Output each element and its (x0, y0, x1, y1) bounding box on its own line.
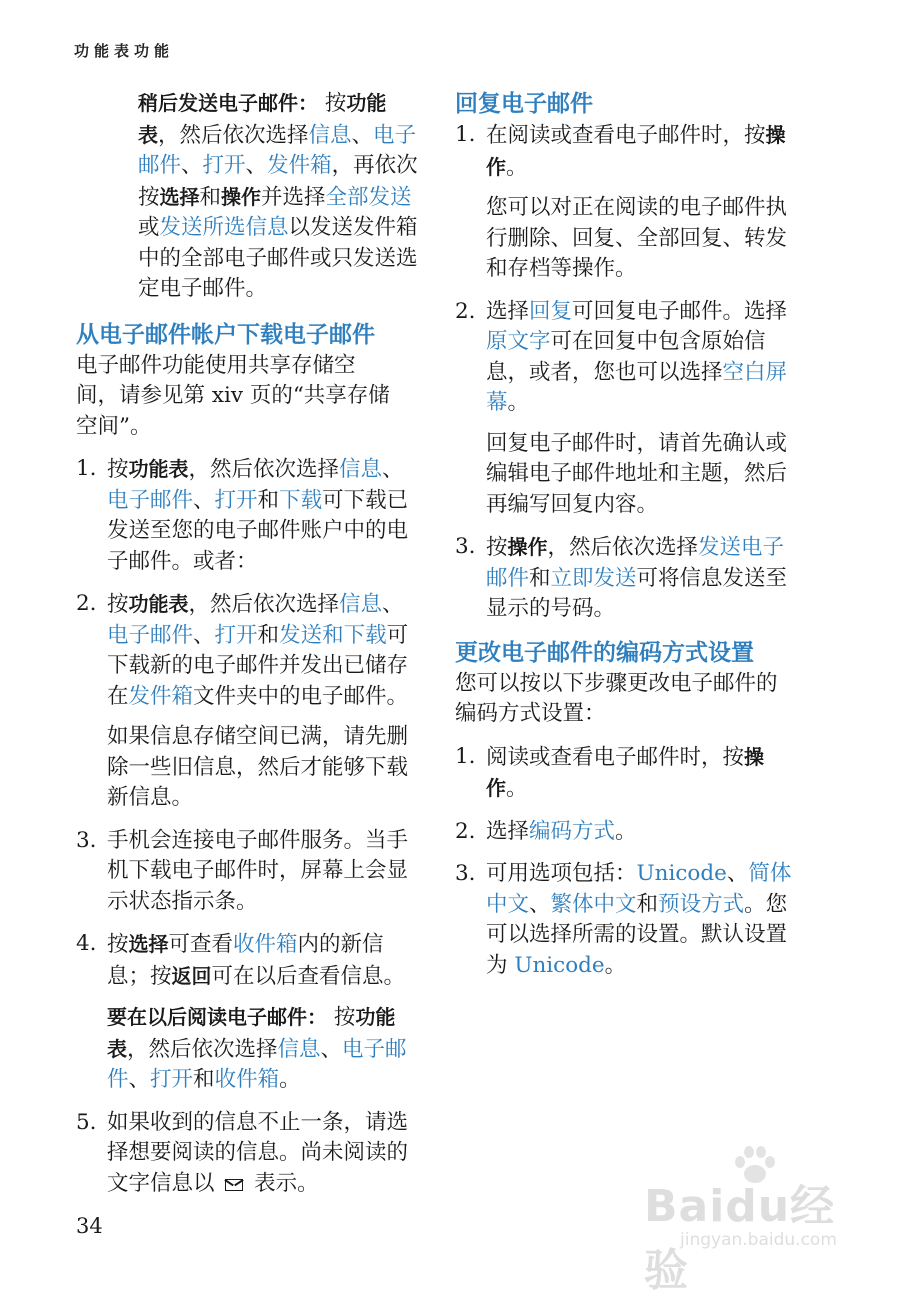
body-text: 和 (257, 487, 280, 513)
key-label-text: 要在以后阅读电子邮件： (107, 1005, 327, 1029)
body-text: 按 (327, 1005, 356, 1030)
key-label-text: 操作 (486, 123, 786, 179)
menu-option-text: 收件箱 (214, 1067, 280, 1092)
menu-option-text: 回复 (529, 298, 573, 324)
body-text: 和 (193, 1067, 215, 1092)
menu-option-text: 立即发送 (550, 565, 637, 591)
body-text: 、 (726, 861, 749, 886)
menu-option-text: 发送电子邮件 (486, 535, 785, 591)
body-text: 如果信息存储空间已满，请先删除一些旧信息，然后才能够下载新信息。 (107, 724, 409, 810)
body-text: 。 (615, 818, 637, 844)
step-paragraph (486, 120, 805, 183)
menu-option-text: 空白屏幕 (486, 359, 788, 415)
step-number: 1. (76, 456, 97, 481)
running-header: 功能表功能 (74, 42, 175, 60)
encoding-steps-list (455, 742, 805, 982)
step-item (455, 532, 805, 625)
body-text: 回复电子邮件时，请首先确认或编辑电子邮件地址和主题，然后再编写回复内容。 (486, 430, 788, 517)
step-number: 4. (76, 931, 97, 956)
step-paragraph (486, 532, 805, 625)
step-paragraph (486, 193, 805, 285)
body-text: 。 (279, 1067, 301, 1092)
menu-option-text: 发送和下载 (279, 622, 387, 648)
step-number: 1. (455, 122, 476, 147)
body-text: 和 (257, 622, 280, 648)
body-text: ，然后依次选择 (188, 592, 340, 617)
encoding-settings-heading: 更改电子邮件的编码方式设置 (455, 639, 754, 666)
key-label-text: 返回 (171, 963, 212, 988)
step-number: 3. (455, 861, 476, 886)
step-item (455, 120, 805, 285)
step-item (76, 589, 421, 814)
step-number: 2. (455, 298, 476, 324)
key-label-text: 操作 (486, 744, 765, 800)
body-text: 阅读或查看电子邮件时，按 (486, 744, 745, 770)
step-paragraph (107, 454, 421, 577)
menu-option-text: 预设方式 (658, 891, 745, 917)
menu-option-text: 发件箱 (128, 683, 194, 709)
body-text: 并选择 (261, 184, 326, 210)
body-text: 、 (193, 622, 215, 648)
body-text: 、 (245, 153, 268, 178)
step-number: 3. (455, 534, 476, 559)
body-text: 。 (507, 390, 530, 415)
key-label-text: 功能表 (128, 457, 189, 481)
step-number: 2. (76, 591, 97, 616)
step-paragraph (107, 1002, 421, 1096)
download-steps-list (76, 454, 421, 1199)
body-text: 和 (636, 891, 659, 917)
body-text: 按 (107, 932, 129, 957)
body-text: ，然后依次选择 (188, 457, 340, 482)
watermark (640, 1140, 850, 1296)
menu-option-text: 打开 (214, 487, 258, 513)
body-text: 以发送发件箱中的全部电子邮件或只发送选定电子邮件。 (138, 215, 418, 301)
key-label-text: 选择 (159, 184, 200, 209)
body-text: 在阅读或查看电子邮件时，按 (486, 123, 766, 148)
right-column (455, 88, 805, 993)
body-text: 可在回复中包含原始信息，或者，您也可以选择 (486, 329, 766, 385)
body-text: 、 (128, 1067, 151, 1092)
body-text: 、 (382, 457, 404, 482)
step-paragraph (107, 722, 421, 814)
body-text: 、 (382, 592, 404, 617)
menu-option-text: 收件箱 (233, 932, 298, 957)
step-paragraph (486, 297, 805, 419)
body-text: ，然后依次选择 (547, 535, 699, 560)
step-paragraph (107, 929, 421, 992)
step-paragraph (486, 859, 805, 981)
menu-option-text: 发件箱 (267, 153, 332, 178)
reply-steps-list (455, 120, 805, 625)
reply-email-heading: 回复电子邮件 (455, 91, 593, 117)
step-paragraph (486, 429, 805, 521)
body-text: 和 (199, 184, 222, 210)
step-number: 5. (76, 1109, 97, 1135)
body-text: 。 (604, 952, 627, 978)
menu-option-text: 电子邮件 (107, 622, 194, 648)
body-text: 、 (320, 1036, 343, 1062)
key-label-text: 功能表 (138, 91, 387, 147)
key-label-text: 功能表 (128, 592, 189, 616)
body-text: 您可以对正在阅读的电子邮件执行删除、回复、全部回复、转发和存档等操作。 (486, 195, 788, 281)
menu-option-text: Unicode (514, 952, 605, 978)
step-number: 1. (455, 743, 476, 769)
menu-option-text: 下载 (279, 487, 323, 513)
body-text: 文件夹中的电子邮件。 (193, 683, 409, 709)
page-number: 34 (76, 1214, 103, 1238)
download-email-description: 电子邮件功能使用共享存储空间，请参见第 xiv 页的“共享存储空间”。 (76, 352, 390, 439)
send-later-paragraph (76, 88, 421, 305)
body-text: ，然后依次选择 (127, 1036, 278, 1062)
body-text: 按 (107, 457, 129, 482)
step-item (455, 859, 805, 981)
body-text: 如果收到的信息不止一条，请选择想要阅读的信息。尚未阅读的文字信息以 (107, 1109, 409, 1196)
body-text: 或 (138, 215, 160, 240)
menu-option-text: 电子邮件 (107, 487, 194, 513)
body-text: 按 (107, 592, 129, 617)
step-paragraph (486, 817, 805, 848)
body-text: 。 (506, 776, 528, 801)
menu-option-text: 打开 (150, 1067, 194, 1092)
watermark-brand: Baidu经验 (644, 1181, 836, 1296)
step-paragraph (107, 1108, 421, 1200)
body-text: 。您可以选择所需的设置。默认设置为 (486, 891, 788, 978)
step-number: 3. (76, 827, 97, 853)
step-item (76, 826, 421, 918)
body-text: 、 (181, 153, 203, 178)
body-text: 按 (318, 91, 347, 116)
menu-option-text: 电子邮件 (138, 122, 417, 178)
encoding-settings-description: 您可以按以下步骤更改电子邮件的编码方式设置： (455, 670, 778, 726)
key-label-text: 选择 (128, 932, 169, 956)
menu-option-text: 简体中文 (486, 861, 792, 917)
body-text: 选择 (486, 298, 530, 324)
menu-option-text: 全部发送 (325, 184, 412, 210)
left-column (76, 88, 421, 1211)
body-text: 按 (486, 535, 508, 560)
key-label-text: 操作 (221, 184, 262, 209)
step-paragraph (107, 589, 421, 712)
menu-option-text: 信息 (308, 122, 352, 148)
body-text: 、 (193, 487, 215, 513)
body-text: 可回复电子邮件。选择 (572, 298, 788, 324)
envelope-icon (225, 1179, 243, 1191)
step-item (76, 1108, 421, 1200)
step-item (76, 454, 421, 577)
menu-option-text: 信息 (277, 1036, 321, 1062)
menu-option-text: 发送所选信息 (159, 215, 289, 240)
body-text: ，然后依次选择 (158, 122, 309, 148)
body-text: 选择 (486, 818, 530, 844)
menu-option-text: 电子邮件 (107, 1036, 407, 1092)
body-text: 、 (529, 891, 551, 917)
menu-option-text: 繁体中文 (550, 891, 637, 917)
menu-option-text: 原文字 (486, 329, 551, 354)
step-paragraph (107, 826, 421, 918)
step-number: 2. (455, 818, 476, 844)
menu-option-text: 信息 (339, 457, 383, 482)
body-text: 表示。 (247, 1170, 319, 1196)
body-text: 可下载已发送至您的电子邮件账户中的电子邮件。或者： (107, 487, 409, 574)
body-text: 可用选项包括： (486, 861, 637, 886)
step-item (455, 297, 805, 521)
body-text: 内的新信息；按 (107, 932, 384, 989)
step-item (455, 817, 805, 848)
body-text: 可将信息发送至显示的号码。 (486, 565, 788, 621)
body-text: 可在以后查看信息。 (211, 963, 406, 989)
key-label-text: 操作 (507, 535, 548, 559)
download-email-heading: 从电子邮件帐户下载电子邮件 (76, 321, 375, 348)
body-text: 。 (506, 154, 528, 180)
body-text: 、 (351, 122, 374, 148)
step-item (455, 742, 805, 805)
menu-option-text: 信息 (339, 592, 383, 617)
body-text: 可查看 (168, 932, 234, 957)
menu-option-text: 打开 (202, 153, 246, 178)
step-item (76, 929, 421, 1096)
body-text: 和 (529, 565, 551, 591)
key-label-text: 稍后发送电子邮件： (138, 91, 318, 115)
watermark-url: jingyan.baidu.com (680, 1230, 837, 1250)
menu-option-text: 打开 (214, 622, 258, 648)
body-text: ，再依次按 (138, 153, 418, 210)
menu-option-text: Unicode (636, 861, 727, 886)
menu-option-text: 编码方式 (529, 818, 616, 844)
key-label-text: 功能表 (107, 1005, 396, 1061)
step-paragraph (486, 742, 805, 805)
body-text: 可下载新的电子邮件并发出已储存在 (107, 622, 409, 709)
body-text: 手机会连接电子邮件服务。当手机下载电子邮件时，屏幕上会显示状态指示条。 (107, 827, 409, 914)
